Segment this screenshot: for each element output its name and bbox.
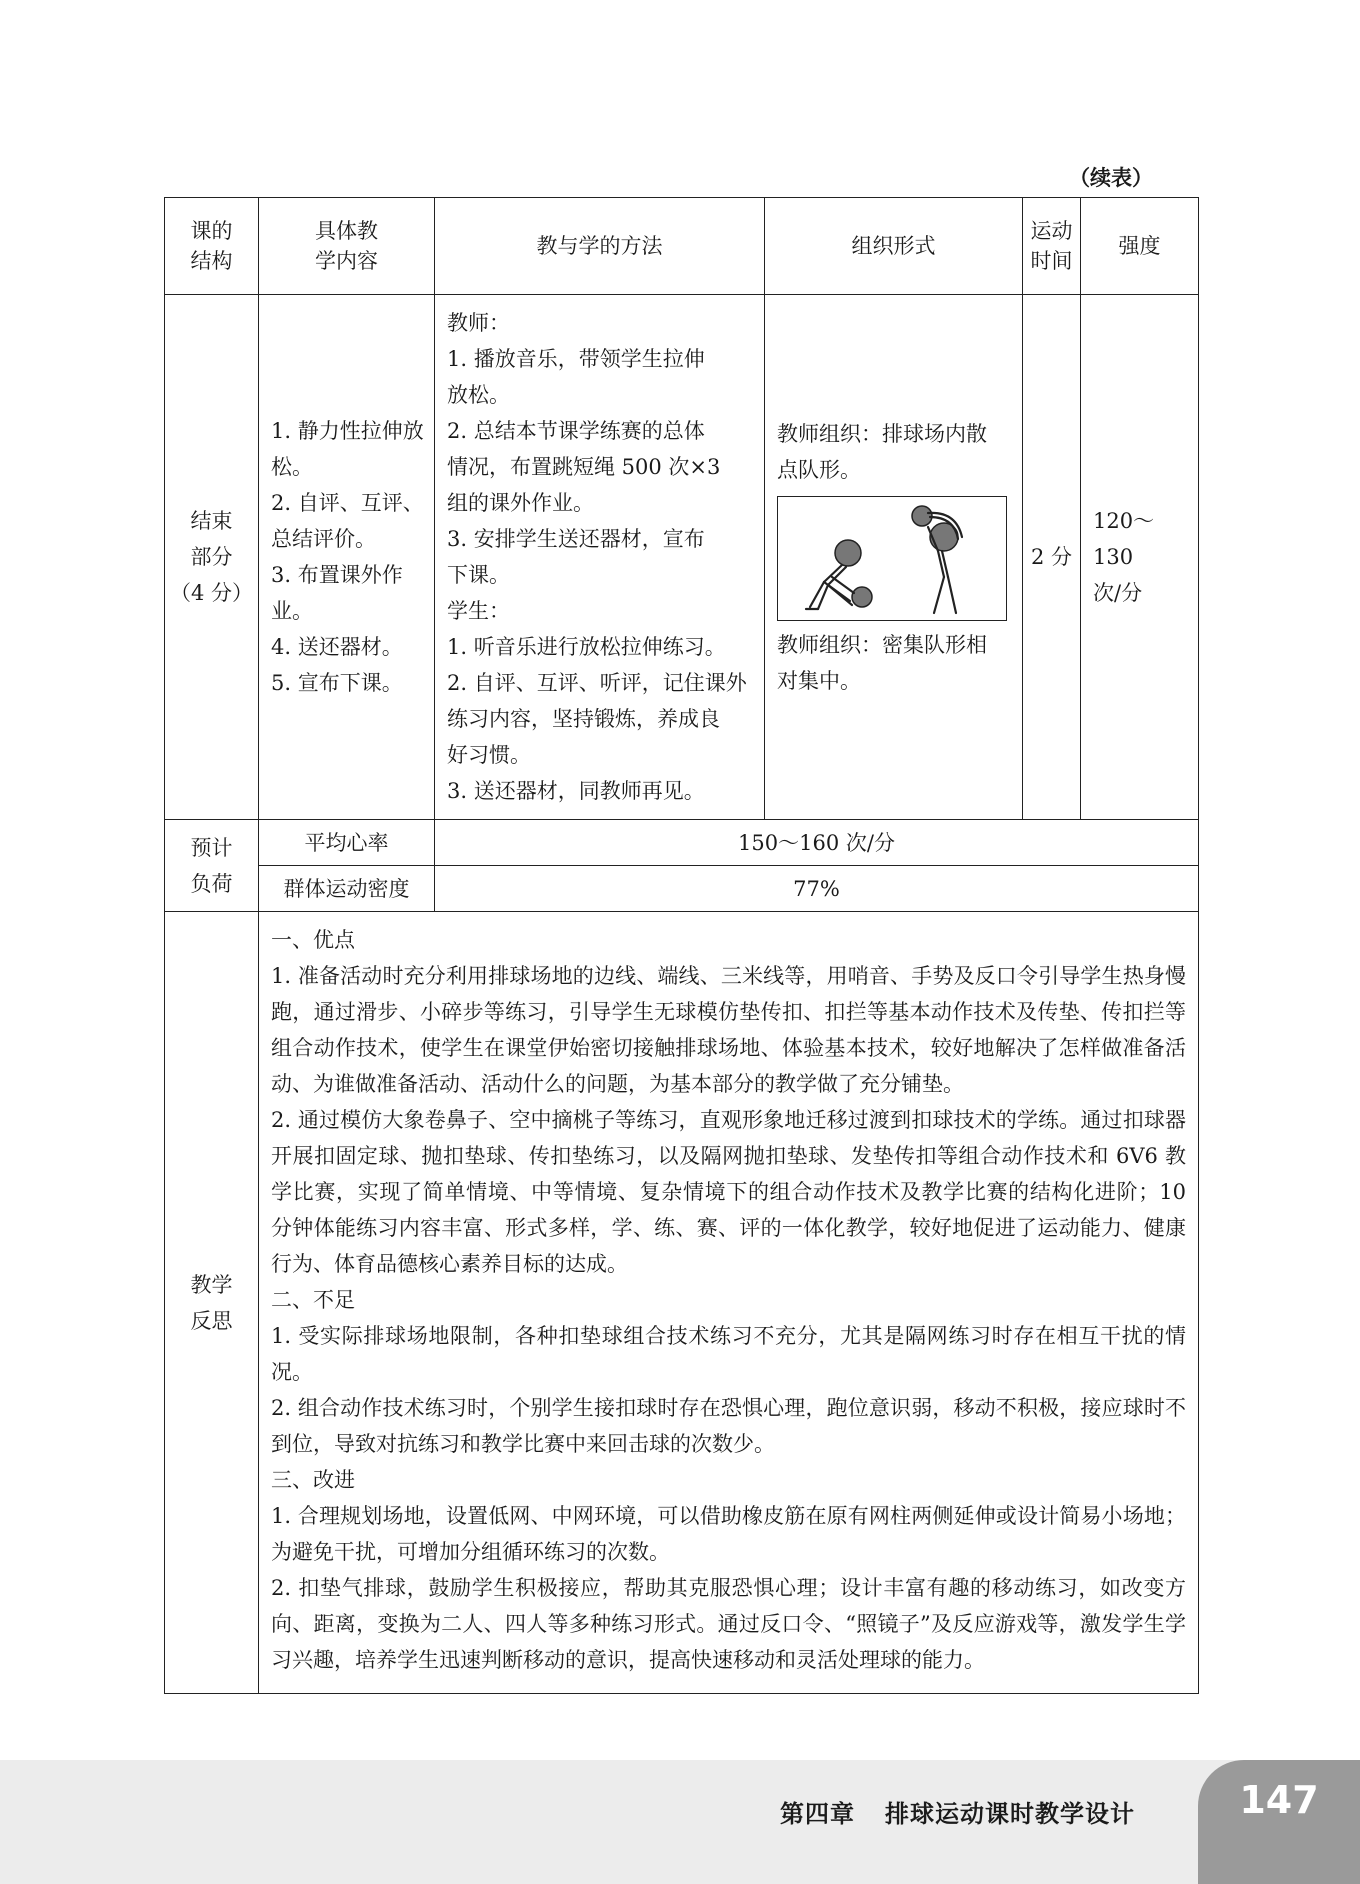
reflection-label: 教学 反思 xyxy=(165,912,259,1694)
chapter-title xyxy=(780,1794,1135,1829)
heart-rate-label: 平均心率 xyxy=(259,820,435,866)
header-time: 运动 时间 xyxy=(1023,198,1081,295)
reflection-heading: 三、改进 xyxy=(271,1468,355,1492)
ending-time: 2 分 xyxy=(1023,295,1081,820)
load-label: 预计 负荷 xyxy=(165,820,259,912)
header-structure: 课的 结构 xyxy=(165,198,259,295)
chapter-name: 排球运动课时教学设计 xyxy=(885,1800,1135,1828)
reflection-row xyxy=(165,912,1199,1694)
load-row-density xyxy=(165,866,1199,912)
reflection-paragraph: 1. 合理规划场地，设置低网、中网环境，可以借助橡皮筋在原有网柱两侧延伸或设计简易小场地；为避免干扰，可增加分组循环练习的次数。 xyxy=(271,1504,1186,1564)
ending-content xyxy=(259,295,435,820)
reflection-paragraph: 2. 通过模仿大象卷鼻子、空中摘桃子等练习，直观形象地迁移过渡到扣球技术的学练。通过扣球器开展扣固定球、抛扣垫球、传扣垫练习，以及隔网抛扣垫球、发垫传扣等组合动作技术和 6V6 教学比赛，实现了简单情境、中等情境、复杂情境下的组合动作技术及教学比赛的结构化进阶；10 分钟体能练习内容丰富、形式多样，学、练、赛、评的一体化教学，较好地促进了运动能力、健康行为、体育品德核心素养目标的达成。 xyxy=(271,1108,1186,1276)
density-label: 群体运动密度 xyxy=(259,866,435,912)
lesson-plan-table xyxy=(164,197,1199,1694)
heart-rate-value: 150～160 次/分 xyxy=(435,820,1199,866)
reflection-heading: 二、不足 xyxy=(271,1288,355,1312)
footer-band xyxy=(0,1760,1360,1884)
header-organization: 组织形式 xyxy=(765,198,1023,295)
ending-intensity: 120～130 次/分 xyxy=(1081,295,1199,820)
ending-row xyxy=(165,295,1199,820)
reflection-paragraph: 2. 组合动作技术练习时，个别学生接扣球时存在恐惧心理，跑位意识弱，移动不积极，接应球时不到位，导致对抗练习和教学比赛中来回击球的次数少。 xyxy=(271,1396,1186,1456)
content-item: 1. 静力性拉伸放松。 xyxy=(271,419,424,479)
reflection-paragraph: 2. 扣垫气排球，鼓励学生积极接应，帮助其克服恐惧心理；设计丰富有趣的移动练习，如改变方向、距离，变换为二人、四人等多种练习形式。通过反口令、“照镜子”及反应游戏等，激发学生学习兴趣，培养学生迅速判断移动的意识，提高快速移动和灵活处理球的能力。 xyxy=(271,1576,1186,1672)
page-number: 147 xyxy=(1239,1778,1319,1822)
ending-organization: 教师组织：排球场内散 点队形。 教师组织：密集队形相 对集中。 xyxy=(765,295,1023,820)
continued-label: （续表） xyxy=(1069,166,1153,190)
chapter-number: 第四章 xyxy=(780,1800,855,1828)
header-method: 教与学的方法 xyxy=(435,198,765,295)
reflection-heading: 一、优点 xyxy=(271,928,355,952)
header-content: 具体教 学内容 xyxy=(259,198,435,295)
load-row-heart-rate xyxy=(165,820,1199,866)
reflection-paragraph: 1. 准备活动时充分利用排球场地的边线、端线、三米线等，用哨音、手势及反口令引导学生热身慢跑，通过滑步、小碎步等练习，引导学生无球模仿垫传扣、扣拦等基本动作技术及传垫、传扣拦等组合动作技术，使学生在课堂伊始密切接触排球场地、体验基本技术，较好地解决了怎样做准备活动、为谁做准备活动、活动什么的问题，为基本部分的教学做了充分铺垫。 xyxy=(271,964,1186,1096)
header-row xyxy=(165,198,1199,295)
content-item: 3. 布置课外作业。 xyxy=(271,563,403,623)
ending-method: 教师： 1. 播放音乐，带领学生拉伸 放松。 2. 总结本节课学练赛的总体 情况，布置跳短绳 500 次×3 组的课外作业。 3. 安排学生送还器材，宣布 下课。 学生： 1. 听音乐进行放松拉伸练习。 2. 自评、互评、听评，记住课外 练习内容，坚持锻炼，养成良 好习惯。 3. 送还器材，同教师再见。 xyxy=(435,295,765,820)
density-value: 77% xyxy=(435,866,1199,912)
reflection-body xyxy=(259,912,1199,1694)
ending-section-label: 结束 部分 （4 分） xyxy=(165,295,259,820)
stretching-people-icon xyxy=(778,497,1006,620)
content-item: 5. 宣布下课。 xyxy=(271,671,403,695)
stretching-figure-illustration xyxy=(777,496,1007,621)
header-intensity: 强度 xyxy=(1081,198,1199,295)
content-item: 2. 自评、互评、总结评价。 xyxy=(271,491,424,551)
content-item: 4. 送还器材。 xyxy=(271,635,403,659)
reflection-paragraph: 1. 受实际排球场地限制，各种扣垫球组合技术练习不充分，尤其是隔网练习时存在相互干扰的情况。 xyxy=(271,1324,1186,1384)
